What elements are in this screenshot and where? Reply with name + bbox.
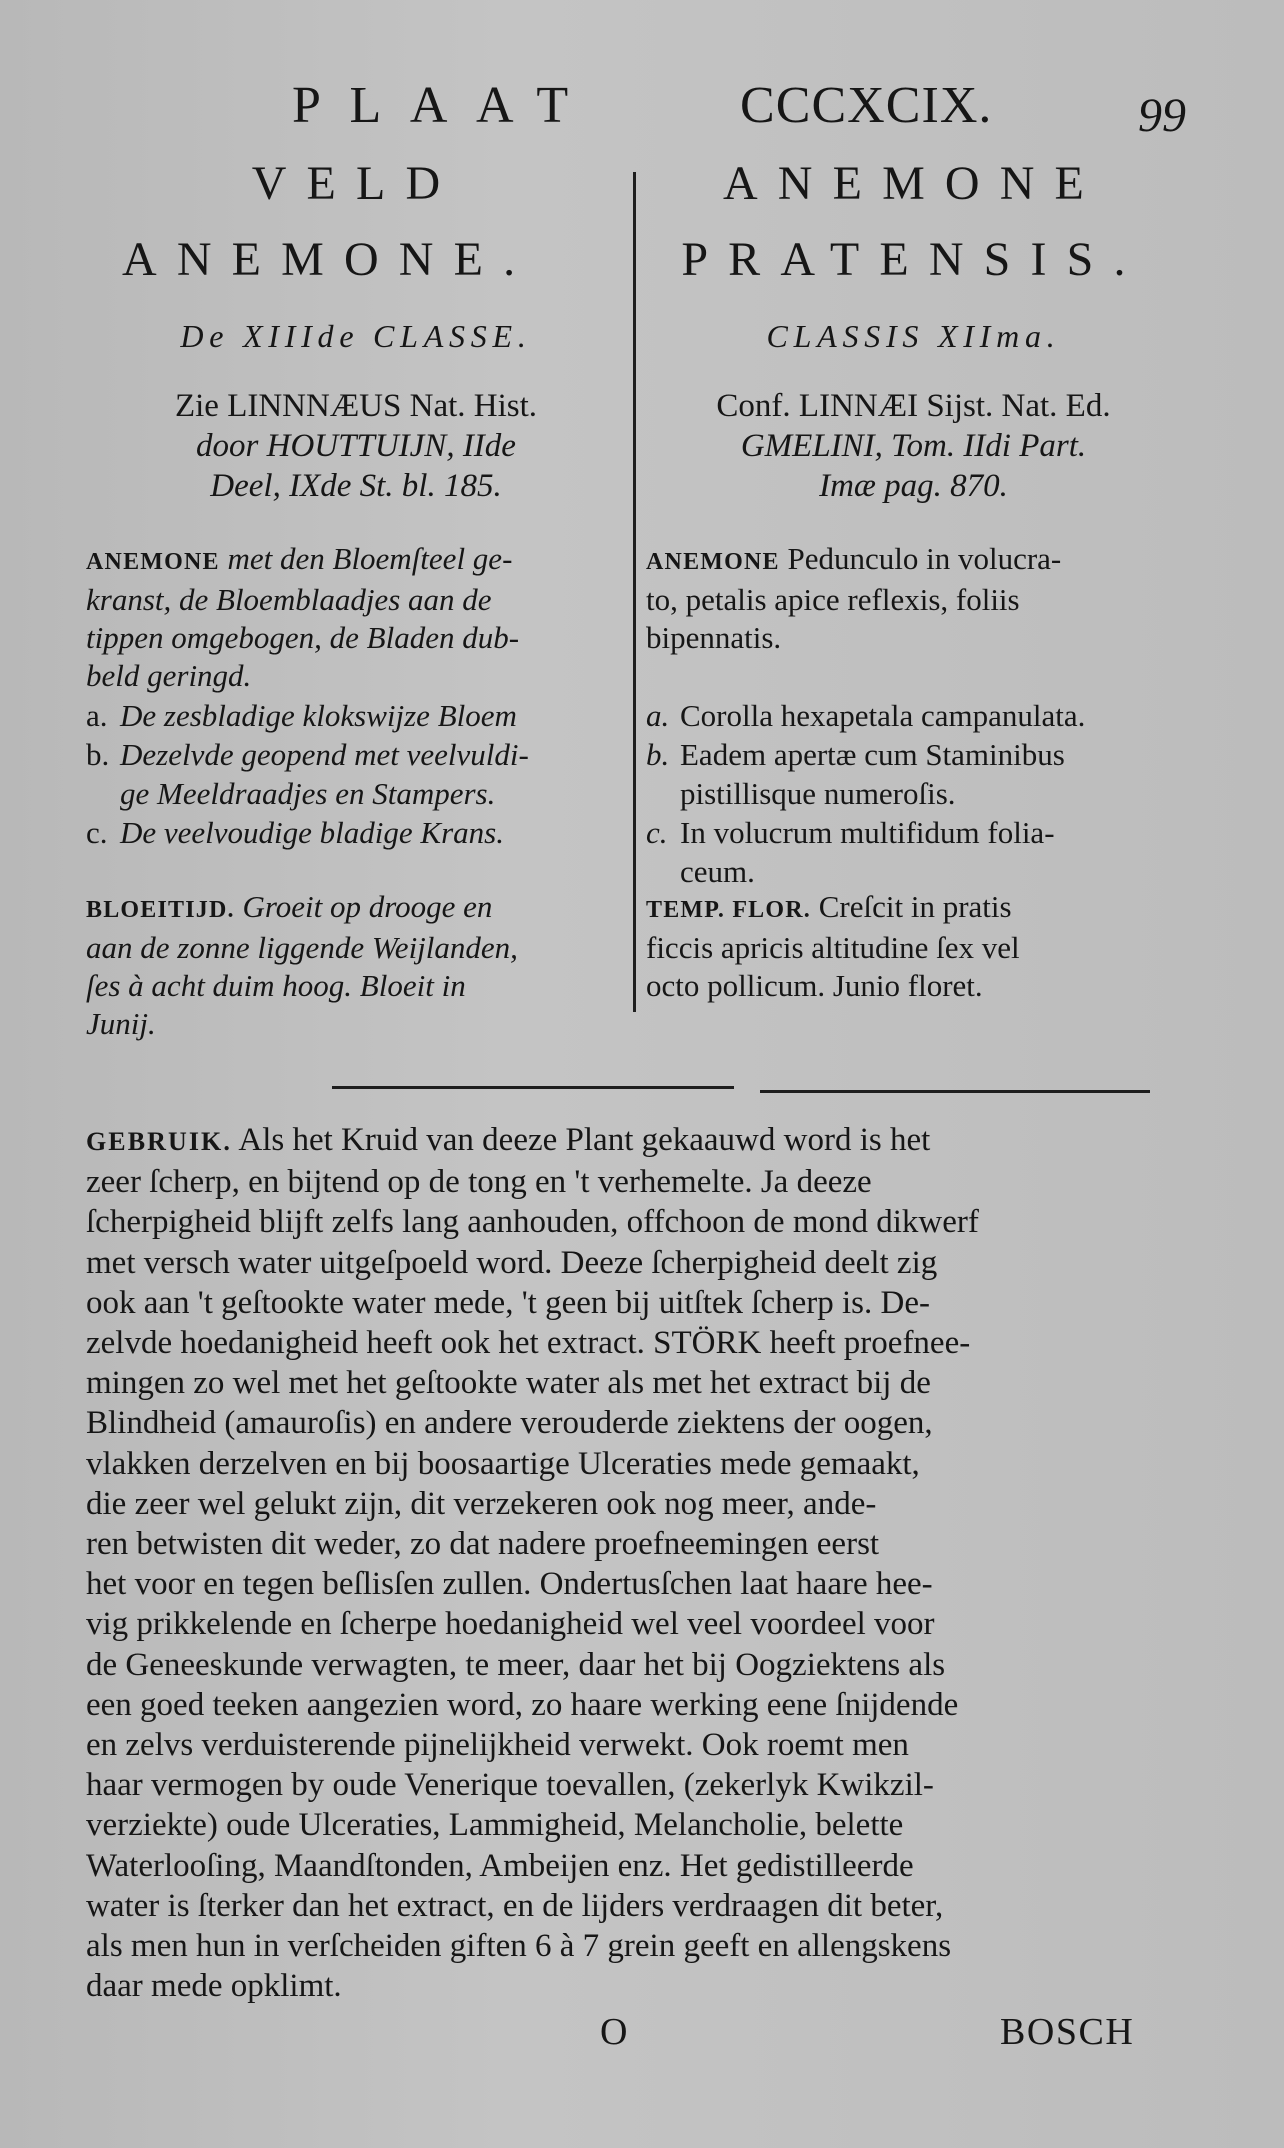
desc-line: beld geringd.: [86, 658, 252, 693]
gebruik-line: met versch water uitgeſpoeld word. Deeze ſcherpigheid deelt zig: [86, 1244, 938, 1281]
gebruik-line: ook aan 't geſtookte water mede, 't geen bij uitſtek ſcherp is. De-: [86, 1284, 930, 1321]
gebruik-line: en zelvs verduisterende pijnelijkheid verwekt. Ook roemt men: [86, 1727, 909, 1764]
left-ref-line: Zie LINNNÆUS Nat. Hist.: [174, 388, 538, 424]
right-reference: [646, 386, 1181, 506]
gebruik-section: [86, 1120, 1162, 2006]
left-bloeitijd: BLOEITIJD. Groeit op drooge en aan de zonne liggende Weijlanden, ſes à acht duim hoog. Bloeit in Junij.: [86, 889, 518, 1041]
gebruik-lead: GEBRUIK.: [86, 1127, 232, 1156]
gebruik-line: ſcherpigheid blijft zelfs lang aanhouden, offchoon de mond dikwerf: [86, 1204, 979, 1241]
desc-line: tippen omgebogen, de Bladen dub-: [86, 620, 520, 655]
left-description: [86, 540, 626, 695]
left-title-line1: VELD: [251, 157, 461, 210]
right-ref-line: Imæ pag. 870.: [819, 468, 1008, 504]
right-desc-lead: ANEMONE: [646, 549, 780, 575]
left-item-c: c. De veelvoudige bladige Krans.: [86, 815, 504, 850]
page-number: 99: [1138, 89, 1186, 142]
gebruik-line: Blindheid (amauroſis) en andere verouderde ziektens der oogen,: [86, 1405, 933, 1442]
right-classis: CLASSIS XIIma.: [766, 318, 1061, 354]
gebruik-line: vig prikkelende en ſcherpe hoedanigheid wel veel voordeel voor: [86, 1606, 935, 1643]
gebruik-line: de Geneeskunde verwagten, te meer, daar het bij Oogziektens als: [86, 1646, 946, 1683]
separator-rule-left: [332, 1086, 734, 1089]
right-description: ANEMONE Pedunculo in volucra- to, petalis apice reflexis, foliis bipennatis.: [646, 541, 1062, 655]
gebruik-line: zelvde hoedanigheid heeft ook het extract. STÖRK heeft proefnee-: [86, 1325, 971, 1362]
plate-label: PLAAT: [292, 77, 597, 134]
bloeitijd-lead: BLOEITIJD.: [86, 897, 235, 923]
gebruik-line: water is ſterker dan het extract, en de lijders verdraagen dit beter,: [86, 1887, 944, 1924]
separator-rule-right: [760, 1090, 1150, 1093]
right-title-line2: PRATENSIS.: [681, 233, 1146, 286]
column-divider: [633, 172, 636, 1012]
gebruik-line: verziekte) oude Ulceraties, Lammigheid, Melancholie, belette: [86, 1807, 904, 1844]
left-title-line2: ANEMONE.: [122, 233, 536, 286]
gebruik-line: GEBRUIK. Als het Kruid van deeze Plant gekaauwd word is het: [86, 1122, 931, 1158]
catchword: BOSCH: [1000, 2011, 1135, 2053]
desc-line: met den Bloemſteel ge-: [227, 541, 513, 576]
gebruik-line: als men hun in verſcheiden giften 6 à 7 grein geeft en allengskens: [86, 1928, 952, 1965]
left-desc-lead: ANEMONE: [86, 549, 220, 575]
right-ref-line: GMELINI, Tom. IIdi Part.: [740, 428, 1087, 464]
gebruik-line: die zeer wel gelukt zijn, dit verzekeren ook nog meer, ande-: [86, 1485, 877, 1522]
left-classe: De XIIIde CLASSE.: [180, 318, 532, 354]
gebruik-line: zeer ſcherp, en bijtend op de tong en 't verhemelte. Ja deeze: [86, 1164, 872, 1201]
gebruik-line: ren betwisten dit weder, zo dat nadere proefneemingen eerst: [86, 1526, 880, 1563]
gebruik-line: het voor en tegen beſlisſen zullen. Ondertusſchen laat haare hee-: [86, 1566, 933, 1603]
signature-mark: O: [600, 2011, 628, 2053]
desc-line: kranst, de Bloemblaadjes aan de: [86, 582, 492, 617]
left-item-a: a. De zesbladige klokswijze Bloem: [86, 698, 517, 733]
right-ref-line: Conf. LINNÆI Sijst. Nat. Ed.: [716, 388, 1111, 424]
right-item-a: a. Corolla hexapetala campanulata.: [646, 698, 1086, 733]
left-reference: [86, 386, 626, 506]
left-ref-line: Deel, IXde St. bl. 185.: [210, 468, 502, 504]
gebruik-line: Waterlooſing, Maandſtonden, Ambeijen enz. Het gedistilleerde: [86, 1847, 914, 1884]
gebruik-line: daar mede opklimt.: [86, 1968, 342, 2005]
gebruik-line: haar vermogen by oude Venerique toevallen, (zekerlyk Kwikzil-: [86, 1767, 934, 1804]
gebruik-line: vlakken derzelven en bij boosaartige Ulceraties mede gemaakt,: [86, 1445, 920, 1482]
left-item-b: b. Dezelvde geopend met veelvuldi- ge Meeldraadjes en Stampers.: [86, 737, 529, 811]
gebruik-line: een goed teeken aangezien word, zo haare werking eene ſnijdende: [86, 1686, 959, 1723]
gebruik-line: mingen zo wel met het geſtookte water als met het extract bij de: [86, 1365, 931, 1402]
temp-flor-lead: TEMP. FLOR.: [646, 897, 811, 923]
right-title-line1: ANEMONE: [722, 157, 1105, 210]
right-item-c: c. In volucrum multifidum folia- ceum.: [646, 815, 1055, 889]
right-item-b: b. Eadem apertæ cum Staminibus pistillisque numeroſis.: [646, 737, 1065, 811]
left-ref-line: door HOUTTUIJN, IIde: [196, 428, 516, 464]
plate-number: CCCXCIX.: [740, 77, 993, 134]
right-temp-flor: TEMP. FLOR. Creſcit in pratis ficcis apricis altitudine ſex vel octo pollicum. Junio floret.: [646, 889, 1020, 1003]
